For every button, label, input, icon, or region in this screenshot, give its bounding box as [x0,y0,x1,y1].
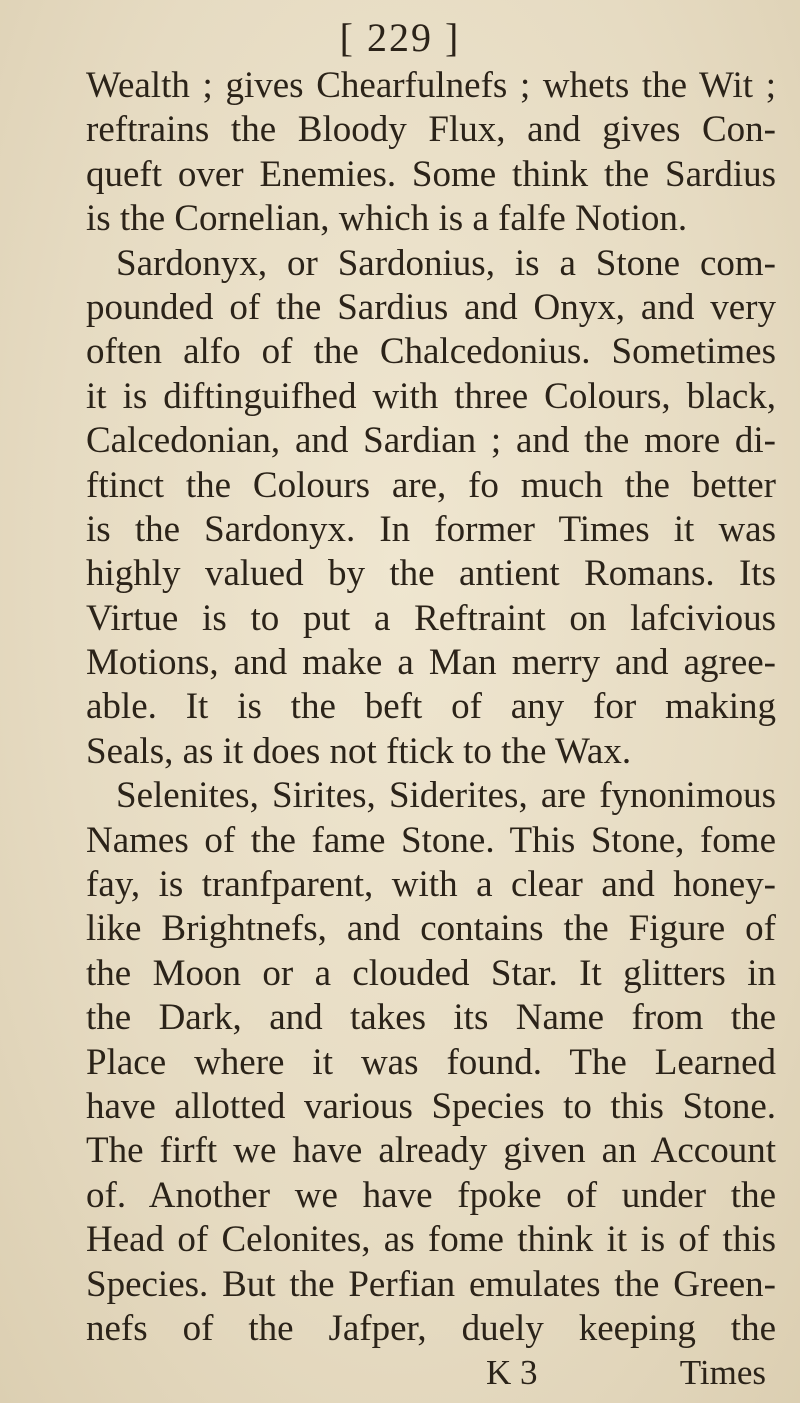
text-line: have allotted various Species to this Stone. [86,1085,776,1127]
text-line: Sardonyx, or Sardonius, is a Stone com- [116,242,776,284]
text-line: of. Another we have fpoke of under the [86,1174,776,1216]
text-line: Species. But the Perfian emulates the Green- [86,1263,776,1305]
text-line: the Dark, and takes its Name from the [86,997,776,1039]
text-line: it is diftinguifhed with three Colours, black, [86,375,776,417]
text-line: Head of Celonites, as fome think it is of this [86,1219,776,1261]
text-line: fay, is tranfparent, with a clear and honey- [86,864,776,906]
text-line: Selenites, Sirites, Siderites, are fynonimous [116,775,776,817]
text-line: often alfo of the Chalcedonius. Sometimes [86,331,776,373]
text-line: highly valued by the antient Romans. Its [86,553,776,595]
text-line: Motions, and make a Man merry and agree- [86,642,776,684]
text-line: is the Cornelian, which is a falfe Notion. [86,198,688,240]
text-line: is the Sardonyx. In former Times it was [86,508,776,550]
text-line: ftinct the Colours are, fo much the better [86,464,776,506]
text-line: queft over Enemies. Some think the Sardius [86,153,776,195]
text-line: Virtue is to put a Reftraint on lafcivious [86,597,776,639]
text-line: The firft we have already given an Account [86,1130,776,1172]
catchword: Times [679,1353,766,1393]
body-text [86,64,776,1395]
page-footer [86,1351,776,1395]
text-line: able. It is the beft of any for making [86,686,776,728]
text-line: Place where it was found. The Learned [86,1041,776,1083]
text-line: pounded of the Sardius and Onyx, and very [86,286,776,328]
text-line: the Moon or a clouded Star. It glitters in [86,952,776,994]
text-line: like Brightnefs, and contains the Figure of [86,908,776,950]
text-line: nefs of the Jafper, duely keeping the [86,1307,776,1349]
text-line: Calcedonian, and Sardian ; and the more di- [86,420,776,462]
page-number: [ 229 ] [339,15,461,60]
text-line: Names of the fame Stone. This Stone, fome [86,819,776,861]
text-line: Seals, as it does not ftick to the Wax. [86,730,632,772]
text-line: Wealth ; gives Chearfulnefs ; whets the Wit ; [86,65,776,106]
signature-mark: K 3 [486,1353,538,1393]
text-line: reftrains the Bloody Flux, and gives Con- [86,109,776,151]
